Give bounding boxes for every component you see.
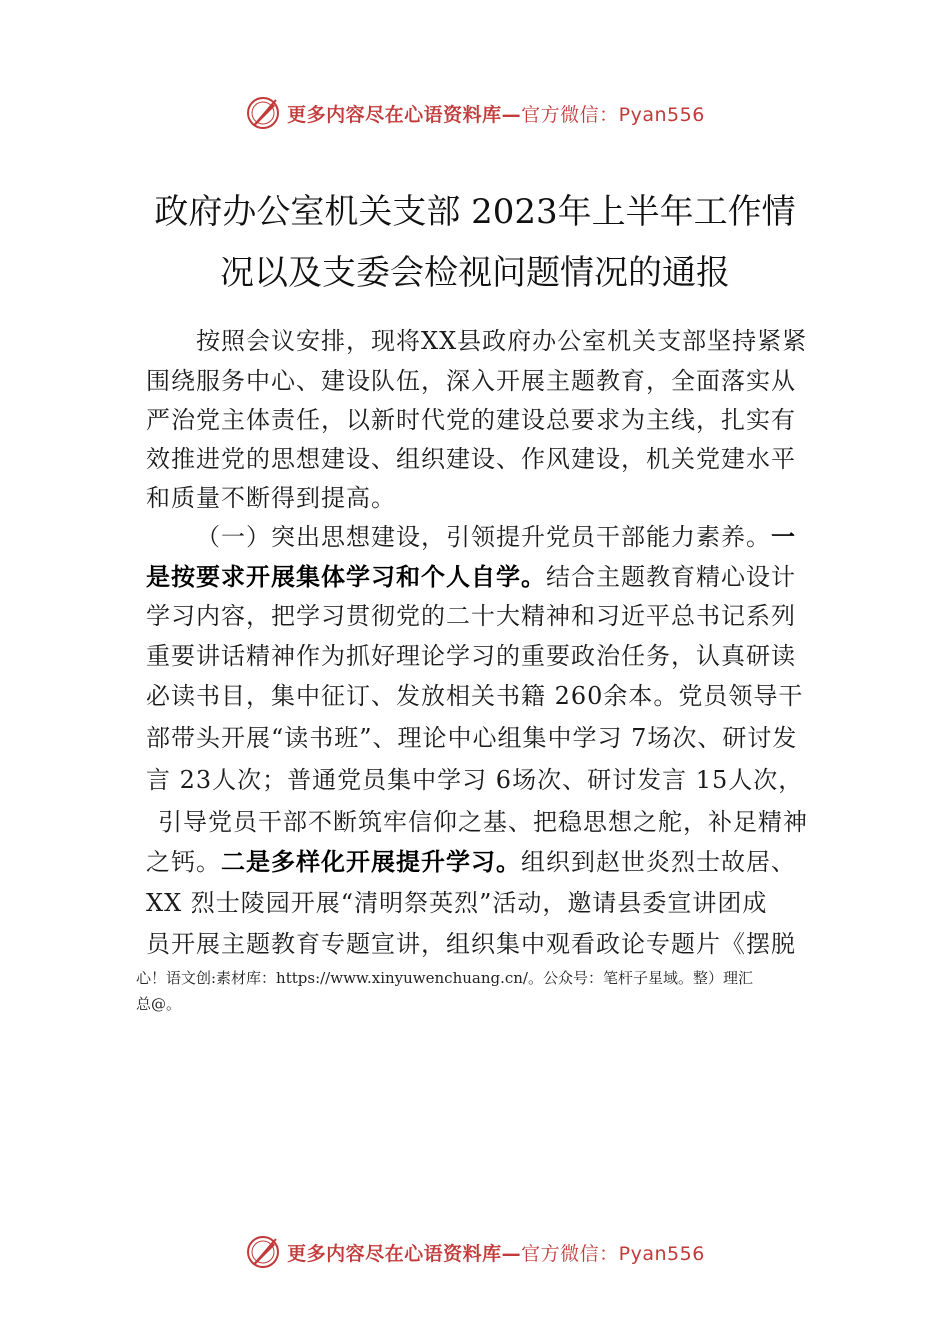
body-line: 言 23人次；普通党员集中学习 6场次、研讨发言 15人次，: [146, 766, 804, 794]
body-line: 严治党主体责任，以新时代党的建设总要求为主线，扎实有: [146, 406, 796, 434]
source-note-line-1: 心！语文创:素材库：https://www.xinyuwenchuang.cn/。公众号：笔杆子星域。整）理汇: [136, 969, 753, 987]
body-line: 效推进党的思想建设、组织建设、作风建设，机关党建水平: [146, 445, 796, 473]
source-note-line-2: 总@。: [136, 995, 182, 1013]
document-title-line-2: 况以及支委会检视问题情况的通报: [220, 253, 730, 293]
footer-banner: [0, 1232, 950, 1272]
body-line: 围绕服务中心、建设队伍，深入开展主题教育，全面落实从: [146, 367, 796, 395]
quill-logo-icon: [245, 95, 281, 131]
body-line: 学习内容，把学习贯彻党的二十大精神和习近平总书记系列: [146, 602, 796, 630]
body-line: 必读书目，集中征订、发放相关书籍 260余本。党员领导干: [146, 682, 804, 710]
section-heading-line: （一）突出思想建设，引领提升党员干部能力素养。一: [196, 522, 796, 551]
body-line: 是按要求开展集体学习和个人自学。结合主题教育精心设计: [146, 562, 796, 591]
body-line: 之钙。二是多样化开展提升学习。组织到赵世炎烈士故居、: [146, 847, 796, 876]
document-title-line-1: 政府办公室机关支部 2023年上半年工作情: [154, 192, 796, 232]
wechat-id: 官方微信：Pyan556: [521, 1242, 705, 1265]
banner-text: 更多内容尽在心语资料库—官方微信：Pyan556: [287, 103, 705, 126]
body-line: 按照会议安排，现将XX县政府办公室机关支部坚持紧紧: [196, 327, 808, 355]
body-line: 员开展主题教育专题宣讲，组织集中观看政论专题片《摆脱: [146, 930, 796, 958]
body-line: 部带头开展“读书班”、理论中心组集中学习 7场次、研讨发: [146, 724, 798, 752]
body-line: XX 烈士陵园开展“清明祭英烈”活动，邀请县委宣讲团成: [146, 889, 768, 917]
banner-text: 更多内容尽在心语资料库—官方微信：Pyan556: [287, 1242, 705, 1265]
quill-logo-icon: [245, 1234, 281, 1270]
body-line: 引导党员干部不断筑牢信仰之基、把稳思想之舵，补足精神: [158, 808, 808, 836]
wechat-id: 官方微信：Pyan556: [521, 103, 705, 126]
header-banner: [0, 93, 950, 133]
body-line: 重要讲话精神作为抓好理论学习的重要政治任务，认真研读: [146, 642, 796, 670]
body-line: 和质量不断得到提高。: [146, 484, 396, 512]
